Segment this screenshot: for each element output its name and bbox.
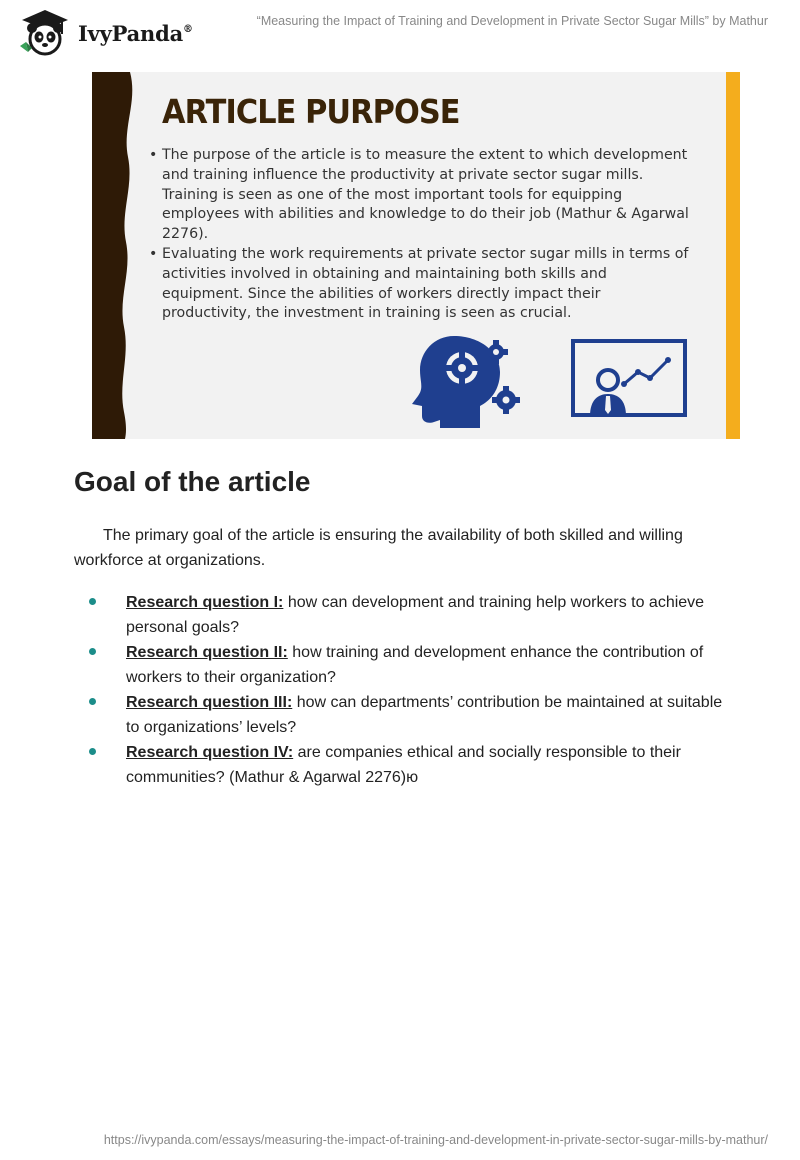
head-gears-icon: [410, 330, 528, 428]
research-question-label: Research question III:: [126, 694, 293, 711]
article-purpose-slide: [92, 72, 740, 439]
running-title: “Measuring the Impact of Training and Development in Private Sector Sugar Mills” by Mathur: [256, 14, 768, 28]
registered-mark: ®: [183, 23, 193, 35]
presentation-board-icon: [570, 338, 688, 426]
research-question-item: [126, 590, 726, 640]
brand-logo[interactable]: [16, 8, 193, 58]
panda-graduate-icon: [16, 8, 74, 58]
intro-paragraph: The primary goal of the article is ensuring the availability of both skilled and willing workforce at organizations.: [74, 527, 683, 569]
research-question-text: how can departments’ contribution be maintained at suitable to organizations’ levels?: [126, 694, 723, 736]
research-question-list: [126, 590, 726, 790]
research-question-label: Research question I:: [126, 594, 284, 611]
brand-name: IvyPanda®: [78, 20, 193, 46]
research-question-label: Research question IV:: [126, 744, 294, 761]
research-question-label: Research question II:: [126, 644, 288, 661]
slide-bullet: • The purpose of the article is to measure the extent to which development and training influence the productivity at private sector sugar mills. Training is seen as one of the most important tools for equipping employees with abilities and knowledge to do their job (Mathur & Agarwal 2276).: [149, 146, 689, 245]
section-heading: Goal of the article: [74, 466, 311, 497]
wavy-band-decoration: [92, 72, 142, 439]
slide-bullet-list: [149, 146, 689, 324]
accent-rail: [726, 72, 740, 439]
research-question-item: [126, 740, 726, 790]
slide-title: ARTICLE PURPOSE: [162, 92, 460, 131]
source-url[interactable]: https://ivypanda.com/essays/measuring-the-impact-of-training-and-development-in-private-sector-sugar-mills-by-mathur/: [103, 1133, 768, 1147]
slide-bullet: • Evaluating the work requirements at private sector sugar mills in terms of activities involved in obtaining and maintaining both skills and equipment. Since the abilities of workers directly impact their productivity, the investment in training is seen as crucial.: [149, 245, 689, 324]
research-question-text: how training and development enhance the contribution of workers to their organization?: [126, 644, 704, 686]
research-question-text: are companies ethical and socially responsible to their communities? (Mathur & Agarwal 2276)ю: [126, 744, 681, 786]
research-question-text: how can development and training help workers to achieve personal goals?: [126, 594, 705, 636]
research-question-item: [126, 640, 726, 690]
research-question-item: [126, 690, 726, 740]
